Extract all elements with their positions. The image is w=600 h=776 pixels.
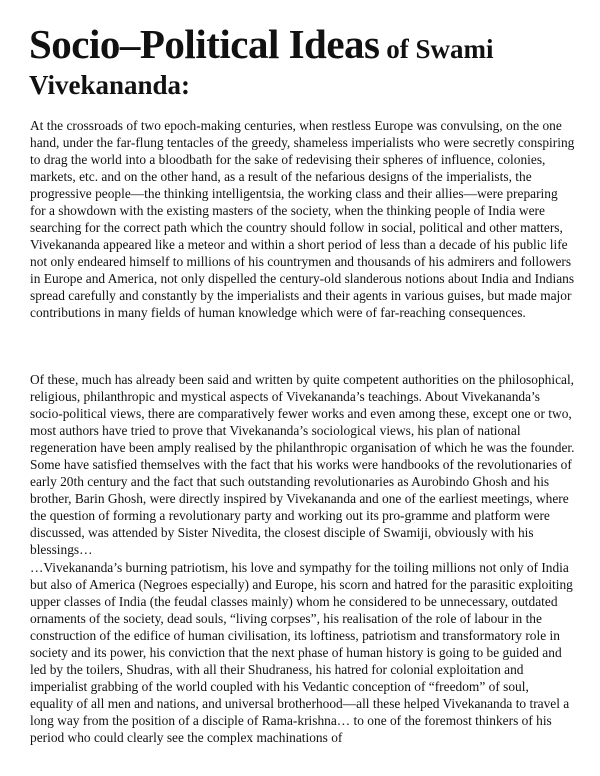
- paragraph-2: Of these, much has already been said and written by quite competent authorities on the philosophical, religious, philanthropic and mystical aspects of Vivekananda’s teachings. About Vivekananda’s socio-political views, there are comparatively fewer works and even among these, except one or two, most authors have tried to prove that Vivekananda’s sociological views, his plan of national regeneration have been amply realised by the philanthropic organisation of which he was the founder. Some have satisfied themselves with the fact that his works were handbooks of the revolutionaries of early 20th century and the fact that such outstanding revolutionaries as Aurobindo Ghosh and his brother, Barin Ghosh, were directly inspired by Vivekananda and one of the earliest meetings, where the question of forming a revolutionary party and working out its pro-gramme and platform were discussed, was attended by Sister Nivedita, the closest disciple of Swamiji, obviously with his blessings…: [30, 372, 575, 557]
- title-main: Socio–Political Ideas: [29, 21, 380, 67]
- page-title: [29, 21, 589, 102]
- paragraph-3: …Vivekananda’s burning patriotism, his love and sympathy for the toiling millions not only of India but also of America (Negroes especially) and Europe, his scorn and hatred for the parasitic exploiting upper classes of India (the feudal classes mainly) whom he considered to be unnecessary, outdated ornaments of the society, dead souls, “living corpses”, his realisation of the role of labour in the construction of the edifice of human civilisation, its loftiness, patriotism and transformatory role in society and its power, his conviction that the next phase of human history is going to be guided and led by the toilers, Shudras, with all their Shudraness, his hatred for colonial exploitation and imperialist grabbing of the world coupled with his Vedantic conception of “freedom” of soul, equality of all men and nations, and universal brotherhood—all these helped Vivekananda to travel a long way from the position of a disciple of Rama-krishna… to one of the foremost thinkers of his period who could clearly see the complex machinations of: [30, 560, 573, 745]
- paragraph-1: At the crossroads of two epoch-making centuries, when restless Europe was convulsing, on the one hand, under the far-flung tentacles of the greedy, shameless imperialists who were secretly conspiring to drag the world into a bloodbath for the sake of redevising their spheres of influence, colonies, markets, etc. and on the other hand, as a result of the nefarious designs of the imperialists, the progressive people—the thinking intelligentsia, the working class and their allies—were preparing for a showdown with the existing masters of the society, when the thinking people of India were searching for the correct path which the country should follow in social, political and other matters, Vivekananda appeared like a meteor and within a short period of less than a decade of his public life not only endeared himself to millions of his countrymen and thousands of his admirers and followers in Europe and America, not only dispelled the century-old slanderous notions about India and Indians spread carefully and constantly by the imperialists and their agents in various guises, but made major contributions in many fields of human knowledge which were of far-reaching consequences.: [30, 118, 575, 320]
- title-rest: of Swami Vivekananda:: [29, 34, 494, 100]
